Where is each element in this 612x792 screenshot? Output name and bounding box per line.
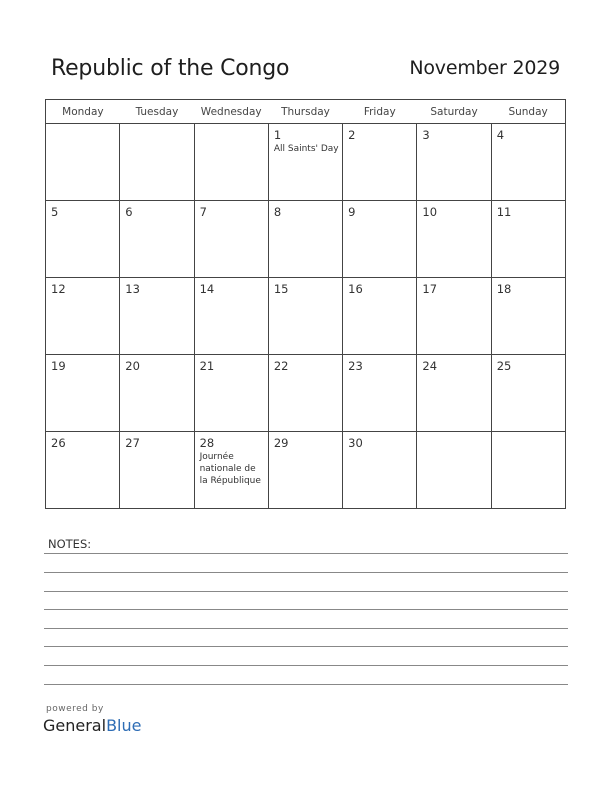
day-number: 25 (496, 359, 512, 373)
day-cell (491, 124, 565, 201)
day-number: 16 (348, 282, 363, 296)
brand-logo (43, 716, 141, 735)
day-cell (343, 124, 417, 201)
day-number: 1 (273, 128, 282, 142)
note-line (44, 665, 568, 666)
week-row (46, 278, 566, 355)
day-cell (194, 201, 268, 278)
day-cell (417, 201, 491, 278)
day-number: 24 (422, 359, 438, 373)
day-number: 13 (125, 282, 140, 296)
day-number: 28 (199, 436, 215, 450)
day-number: 23 (348, 359, 363, 373)
weekday-header: Sunday (491, 100, 565, 124)
brand-name-part1: General (43, 716, 107, 735)
weekday-header-row (46, 100, 566, 124)
day-number: 18 (496, 282, 512, 296)
month-year-label: November 2029 (409, 57, 560, 79)
day-number: 10 (422, 205, 438, 219)
day-cell (46, 278, 120, 355)
day-cell (417, 355, 491, 432)
note-line (44, 684, 568, 685)
day-cell (268, 124, 342, 201)
calendar-body (46, 124, 566, 509)
week-row (46, 355, 566, 432)
day-cell (343, 432, 417, 509)
day-number: 6 (125, 205, 133, 219)
page-title: Republic of the Congo (51, 56, 290, 81)
day-cell (417, 432, 491, 509)
day-number: 5 (51, 205, 59, 219)
day-cell (268, 432, 342, 509)
day-cell (120, 124, 194, 201)
day-number: 3 (422, 128, 430, 142)
note-line (44, 609, 568, 610)
day-number: 7 (199, 205, 207, 219)
day-cell (194, 432, 268, 509)
day-cell (343, 355, 417, 432)
day-number: 26 (51, 436, 66, 450)
day-number: 2 (348, 128, 356, 142)
day-cell (194, 278, 268, 355)
day-number: 27 (125, 436, 140, 450)
weekday-header: Friday (343, 100, 417, 124)
day-number: 11 (496, 205, 512, 219)
note-line (44, 572, 568, 573)
note-line (44, 646, 568, 647)
day-number: 14 (199, 282, 215, 296)
week-row (46, 201, 566, 278)
weekday-header: Thursday (268, 100, 342, 124)
day-cell (46, 432, 120, 509)
day-cell (491, 355, 565, 432)
day-cell (120, 201, 194, 278)
day-cell (194, 124, 268, 201)
holiday-label: All Saints' Day (273, 144, 339, 154)
day-cell (491, 278, 565, 355)
day-number: 8 (273, 205, 282, 219)
day-cell (120, 355, 194, 432)
day-cell (417, 278, 491, 355)
day-cell (268, 355, 342, 432)
notes-label: NOTES: (48, 537, 92, 551)
day-cell (120, 278, 194, 355)
calendar-grid (45, 99, 566, 509)
note-line (44, 553, 568, 554)
weekday-header: Monday (46, 100, 120, 124)
day-cell (343, 201, 417, 278)
day-number: 30 (348, 436, 363, 450)
day-number: 9 (348, 205, 356, 219)
week-row (46, 124, 566, 201)
day-cell (417, 124, 491, 201)
day-cell (491, 201, 565, 278)
day-number: 19 (51, 359, 66, 373)
day-number: 22 (273, 359, 289, 373)
day-cell (120, 432, 194, 509)
brand-name-part2: Blue (106, 716, 142, 735)
day-number: 4 (496, 128, 505, 142)
day-number: 12 (51, 282, 66, 296)
day-number: 17 (422, 282, 438, 296)
weekday-header: Saturday (417, 100, 491, 124)
note-line (44, 628, 568, 629)
weekday-header: Wednesday (194, 100, 268, 124)
day-cell (268, 278, 342, 355)
day-cell (46, 355, 120, 432)
day-cell (46, 201, 120, 278)
day-cell (46, 124, 120, 201)
week-row (46, 432, 566, 509)
powered-by-label: powered by (46, 704, 104, 714)
holiday-label: Journée nationale de la République (199, 452, 261, 486)
day-cell (343, 278, 417, 355)
day-cell (491, 432, 565, 509)
day-number: 15 (273, 282, 289, 296)
weekday-header: Tuesday (120, 100, 194, 124)
day-number: 29 (273, 436, 289, 450)
day-number: 20 (125, 359, 140, 373)
day-cell (268, 201, 342, 278)
day-number: 21 (199, 359, 215, 373)
note-line (44, 591, 568, 592)
day-cell (194, 355, 268, 432)
